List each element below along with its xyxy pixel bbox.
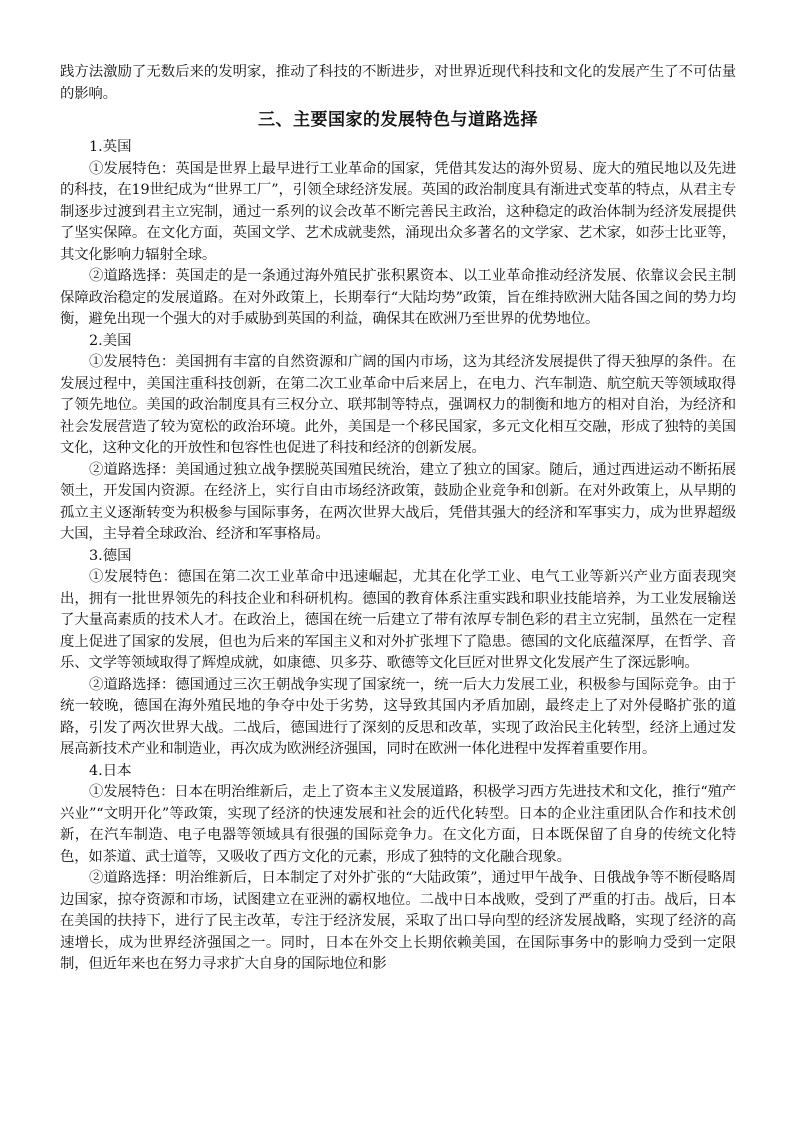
development-features-paragraph: ①发展特色：美国拥有丰富的自然资源和广阔的国内市场，这为其经济发展提供了得天独厚的条件。在发展过程中，美国注重科技创新，在第二次工业革命中后来居上，在电力、汽车制造、航空航天等领域取得了领先地位。美国的政治制度具有三权分立、联邦制等特点，强调权力的制衡和地方的相对自治，为经济和社会发展营造了较为宽松的政治环境。此外，美国是一个移民国家，多元文化相互交融，形成了独特的美国文化，这种文化的开放性和包容性也促进了科技和经济的创新发展。 (60, 354, 736, 456)
country-heading: 1.英国 (89, 139, 132, 155)
intro-paragraph: 践方法激励了无数后来的发明家，推动了科技的不断进步，对世界近现代科技和文化的发展产生了不可估量的影响。 (60, 64, 736, 102)
path-choice-paragraph: ②道路选择：英国走的是一条通过海外殖民扩张积累资本、以工业革命推动经济发展、依靠议会民主制保障政治稳定的发展道路。在对外政策上，长期奉行“大陆均势”政策，旨在维持欧洲大陆各国之间的势力均衡，避免出现一个强大的对手威胁到英国的利益，确保其在欧洲乃至世界的优势地位。 (60, 268, 736, 327)
country-section-us (60, 331, 736, 546)
country-section-uk (60, 137, 736, 331)
development-features-paragraph: ①发展特色：德国在第二次工业革命中迅速崛起，尤其在化学工业、电气工业等新兴产业方面表现突出，拥有一批世界领先的科技企业和科研机构。德国的教育体系注重实践和职业技能培养，为工业发展输送了大量高素质的技术人才。在政治上，德国在统一后建立了带有浓厚专制色彩的君主立宪制，虽然在一定程度上促进了国家的发展，但也为后来的军国主义和对外扩张埋下了隐患。德国的文化底蕴深厚，在哲学、音乐、文学等领域取得了辉煌成就，如康德、贝多芬、歌德等文化巨匠对世界文化发展产生了深远影响。 (60, 569, 736, 671)
path-choice-paragraph: ②道路选择：美国通过独立战争摆脱英国殖民统治，建立了独立的国家。随后，通过西进运动不断拓展领土，开发国内资源。在经济上，实行自由市场经济政策，鼓励企业竞争和创新。在对外政策上，从早期的孤立主义逐渐转变为积极参与国际事务，在两次世界大战后，凭借其强大的经济和军事实力，成为世界超级大国，主导着全球政治、经济和军事格局。 (60, 461, 736, 542)
document-page (60, 62, 736, 976)
section-title: 三、主要国家的发展特色与道路选择 (258, 110, 538, 130)
country-section-germany (60, 546, 736, 761)
country-heading: 2.美国 (89, 332, 132, 349)
development-features-paragraph: ①发展特色：英国是世界上最早进行工业革命的国家，凭借其发达的海外贸易、庞大的殖民地以及先进的科技，在19世纪成为“世界工厂”，引领全球经济发展。英国的政治制度具有渐进式变革的特点，从君主专制逐步过渡到君主立宪制，通过一系列的议会改革不断完善民主政治，这种稳定的政治体制为经济发展提供了坚实保障。在文化方面，英国文学、艺术成就斐然，涌现出众多著名的文学家、艺术家，如莎士比亚等，其文化影响力辐射全球。 (60, 160, 736, 263)
path-choice-paragraph: ②道路选择：明治维新后，日本制定了对外扩张的“大陆政策”，通过甲午战争、日俄战争等不断侵略周边国家，掠夺资源和市场，试图建立在亚洲的霸权地位。二战中日本战败，受到了严重的打击。战后，日本在美国的扶持下，进行了民主改革，专注于经济发展，采取了出口导向型的经济发展战略，实现了经济的高速增长，成为世界经济强国之一。同时，日本在外交上长期依赖美国，在国际事务中的影响力受到一定限制，但近年来也在努力寻求扩大自身的国际地位和影 (60, 870, 736, 972)
development-features-paragraph: ①发展特色：日本在明治维新后，走上了资本主义发展道路，积极学习西方先进技术和文化，推行“殖产兴业”“文明开化”等政策，实现了经济的快速发展和社会的近代化转型。日本的企业注重团队合作和技术创新，在汽车制造、电子电器等领域具有很强的国际竞争力。在文化方面，日本既保留了自身的传统文化特色，如茶道、武士道等，又吸收了西方文化的元素，形成了独特的文化融合现象。 (60, 784, 736, 865)
path-choice-paragraph: ②道路选择：德国通过三次王朝战争实现了国家统一，统一后大力发展工业，积极参与国际竞争。由于统一较晚，德国在海外殖民地的争夺中处于劣势，这导致其国内矛盾加剧，最终走上了对外侵略扩张的道路，引发了两次世界大战。二战后，德国进行了深刻的反思和改革，实现了政治民主化转型，经济上通过发展高新技术产业和制造业，再次成为欧洲经济强国，同时在欧洲一体化进程中发挥着重要作用。 (60, 676, 736, 757)
country-heading: 3.德国 (89, 547, 132, 564)
country-heading: 4.日本 (89, 762, 132, 779)
country-section-japan (60, 761, 736, 976)
